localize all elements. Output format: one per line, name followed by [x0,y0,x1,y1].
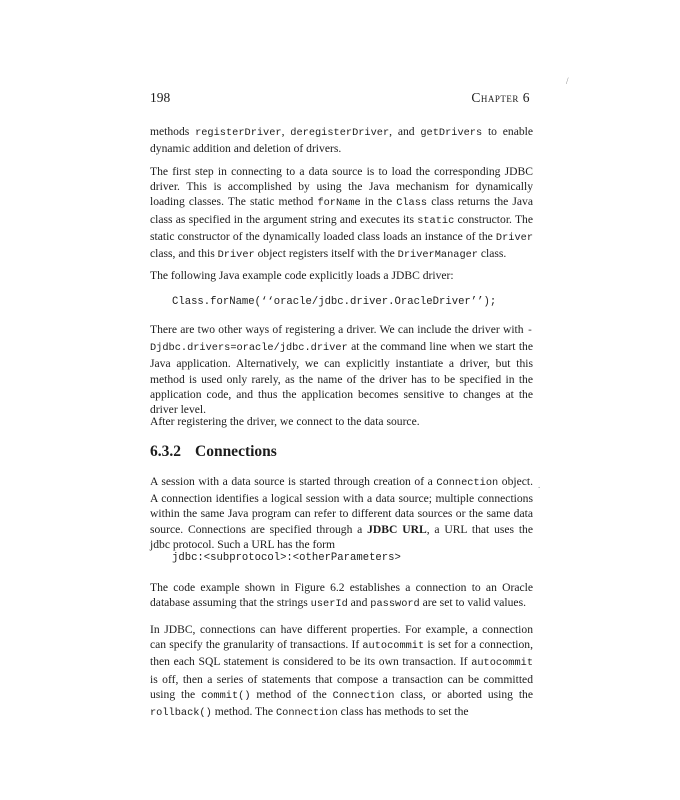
text-run: The following Java example code explicitly loads a JDBC driver: [150,269,454,282]
chapter-label: Chapter 6 [471,90,530,105]
paragraph-4 [150,322,533,417]
text-run: The first step in connecting to a data source is to load the corresponding JDBC driver. This is accomplished by using the Java mechanism for dynamically loading classes. The static method [150,165,533,209]
text-run: constructor. The static constructor of the dynamically loaded class loads an instance of the [150,212,533,243]
text-run: is off, then a series of statements that compose a transaction can be committed using the [150,672,533,701]
code-run: Class [396,197,428,210]
text-run: method. The [211,705,276,719]
code-run: -Djdbc.drivers=oracle/jdbc.driver [150,325,533,355]
code-run: static [417,214,455,227]
text-run: There are two other ways of registering a driver. We can include the driver with [150,323,527,336]
code-run: autocommit [471,657,533,670]
text-run: is set for a connection, then each SQL statement is considered to be its own transaction. If [150,638,534,669]
code-run: Connection [332,689,395,702]
text-run: and [347,596,371,610]
code-run: deregisterDriver [290,127,390,139]
section-number: 6.3.2 [150,443,181,460]
text-run: object registers itself with the [254,247,398,261]
code-run: password [370,598,420,611]
code-run: Driver [495,231,533,244]
code-run: Connection [436,477,499,489]
code-run: Connection [275,707,338,720]
code-run: rollback() [150,707,212,720]
text-run: class. [478,247,507,261]
text-run: , [281,125,291,138]
bold-term: JDBC URL [367,522,427,536]
text-run: method of the [250,687,333,701]
code-run: registerDriver [195,127,282,139]
paragraph-8 [150,622,533,721]
code-run: userId [310,598,348,611]
text-run: to enable dynamic addition and deletion of drivers. [150,125,534,156]
text-run: The code example shown in Figure 6.2 establishes a connection to an Oracle database assuming that the strings [150,581,533,610]
scan-mark: . [538,480,541,490]
paragraph-3 [150,268,533,283]
text-run: methods [150,125,196,138]
text-run: class has methods to set the [337,705,469,719]
code-run: autocommit [362,640,425,653]
text-run: , and [389,125,421,138]
scan-mark: / [566,76,569,86]
code-run: DriverManager [397,249,478,262]
text-run: class returns the Java class as specified in the argument string and executes its [150,195,533,226]
text-run: at the command line when we start the Java application. Alternatively, we can explicitly instantiate a driver, but this method is used only rarely, as the name of the driver has to be specified in the application code, and thus the application becomes sensitive to changes at the driver level. [150,340,533,417]
section-heading [150,443,277,461]
text-run: in the [360,195,397,209]
running-header [150,90,530,106]
text-run: class, and this [150,247,218,261]
code-run: getDrivers [420,127,483,139]
code-run: forName [317,197,361,210]
code-listing-2: jdbc:<subprotocol>:<otherParameters> [172,552,401,564]
code-listing-1: Class.forName(‘‘oracle/jdbc.driver.OracleDriver’’); [172,296,497,308]
text-run: object. A connection identifies a logical session with a data source; multiple connections within the same Java program can refer to different data sources or the same data source. Connections are specified through a [150,475,533,536]
text-run: After registering the driver, we connect to the data source. [150,415,420,428]
text-run: are set to valid values. [419,596,526,610]
text-run: In JDBC, connections can have different properties. For example, a connection can specify the granularity of transactions. If [150,623,533,652]
text-run: class, or aborted using the [394,687,533,701]
code-run: Driver [217,249,255,262]
section-title: Connections [195,443,277,460]
code-run: commit() [201,689,251,702]
paragraph-7 [150,580,533,612]
paragraph-2 [150,164,533,263]
page-number: 198 [150,90,171,105]
paragraph-6 [150,474,533,552]
text-run: , a URL that uses the jdbc protocol. Such a URL has the form [150,522,533,551]
paragraph-1 [150,124,533,156]
paragraph-5 [150,414,533,429]
text-run: A session with a data source is started through creation of a [150,475,437,488]
